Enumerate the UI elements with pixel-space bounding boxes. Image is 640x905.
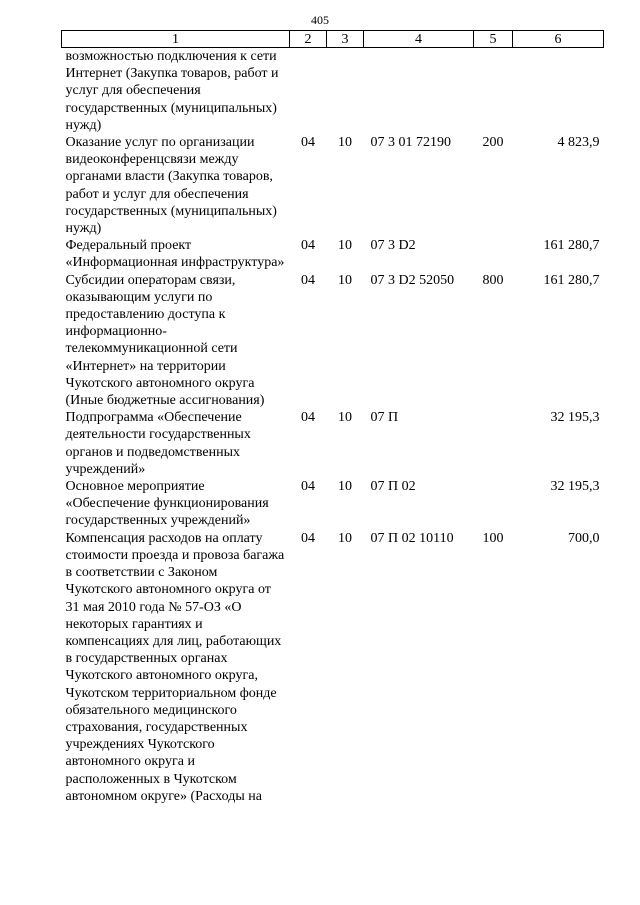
table-row: [62, 134, 604, 237]
row-subsection: 10: [338, 238, 352, 254]
table-row: [62, 237, 604, 271]
column-header-3: 3: [327, 31, 364, 48]
row-section: 04: [301, 135, 315, 151]
column-header-5: 5: [474, 31, 513, 48]
table-row: [62, 530, 604, 805]
row-name: Основное мероприятие «Обеспечение функционирования государственных учреждений»: [65, 479, 269, 529]
column-header-1: 1: [62, 31, 290, 48]
row-subsection: [327, 48, 364, 135]
row-subsection: 10: [338, 272, 352, 288]
row-section: 04: [301, 410, 315, 426]
row-name: Компенсация расходов на оплату стоимости проезда и провоза багажа в соответствии с Законом Чукотского автономного округа от 31 мая 2010 года № 57-ОЗ «О некоторых гарантиях и компенсациях для лиц, работающих в государственных органах Чукотского автономного округа, Чукотском территориальном фонде обязательного медицинского страхования, государственных учреждениях Чукотского автономного округа и расположенных в Чукотском автономном округе» (Расходы на: [65, 530, 285, 804]
row-amount: 32 195,3: [550, 410, 600, 426]
row-name: возможностью подключения к сети Интернет (Закупка товаров, работ и услуг для обеспечения государственных (муниципальных) нужд): [65, 49, 279, 133]
table-row: [62, 272, 604, 410]
column-header-6: 6: [513, 31, 604, 48]
budget-table: [61, 30, 604, 805]
row-subsection: 10: [338, 135, 352, 151]
column-header-4: 4: [364, 31, 474, 48]
row-expense-type: 800: [482, 272, 504, 288]
row-amount: 700,0: [568, 530, 600, 546]
row-section: 04: [301, 238, 315, 254]
row-section: 04: [301, 479, 315, 495]
row-amount: 4 823,9: [557, 135, 600, 151]
row-target-article: 07 3 D2: [370, 238, 416, 254]
row-amount: [513, 48, 604, 135]
row-name: Субсидии операторам связи, оказывающим услуги по предоставлению доступа к информационно-телекоммуникационной сети «Интернет» на территории Чукотского автономного округа (Иные бюджетные ассигнования): [65, 272, 265, 409]
row-target-article: 07 П 02 10110: [370, 530, 454, 546]
row-target-article: 07 П: [370, 410, 399, 426]
row-subsection: 10: [338, 479, 352, 495]
row-amount: 32 195,3: [550, 479, 600, 495]
row-subsection: 10: [338, 530, 352, 546]
row-expense-type: [474, 478, 513, 530]
row-target-article: 07 3 D2 52050: [370, 272, 455, 288]
table-row: [62, 409, 604, 478]
table-row: [62, 478, 604, 530]
row-section: 04: [301, 530, 315, 546]
row-section: [290, 48, 327, 135]
row-section: 04: [301, 272, 315, 288]
table-row: [62, 48, 604, 135]
row-amount: 161 280,7: [543, 238, 600, 254]
row-target-article: [364, 48, 474, 135]
row-subsection: 10: [338, 410, 352, 426]
row-expense-type: [474, 409, 513, 478]
row-name: Подпрограмма «Обеспечение деятельности государственных органов и подведомственных учреждений»: [65, 410, 251, 477]
row-expense-type: [474, 237, 513, 271]
row-target-article: 07 П 02: [370, 479, 416, 495]
row-expense-type: 200: [482, 135, 504, 151]
column-number-header-row: [62, 31, 604, 48]
page-number: 405: [311, 13, 329, 27]
row-expense-type: 100: [482, 530, 504, 546]
row-expense-type: [474, 48, 513, 135]
row-name: Оказание услуг по организации видеоконференцсвязи между органами власти (Закупка товаров, работ и услуг для обеспечения государственных (муниципальных) нужд): [65, 135, 277, 237]
row-target-article: 07 3 01 72190: [370, 135, 451, 151]
row-amount: 161 280,7: [543, 272, 600, 288]
column-header-2: 2: [290, 31, 327, 48]
row-name: Федеральный проект «Информационная инфраструктура»: [65, 238, 285, 271]
